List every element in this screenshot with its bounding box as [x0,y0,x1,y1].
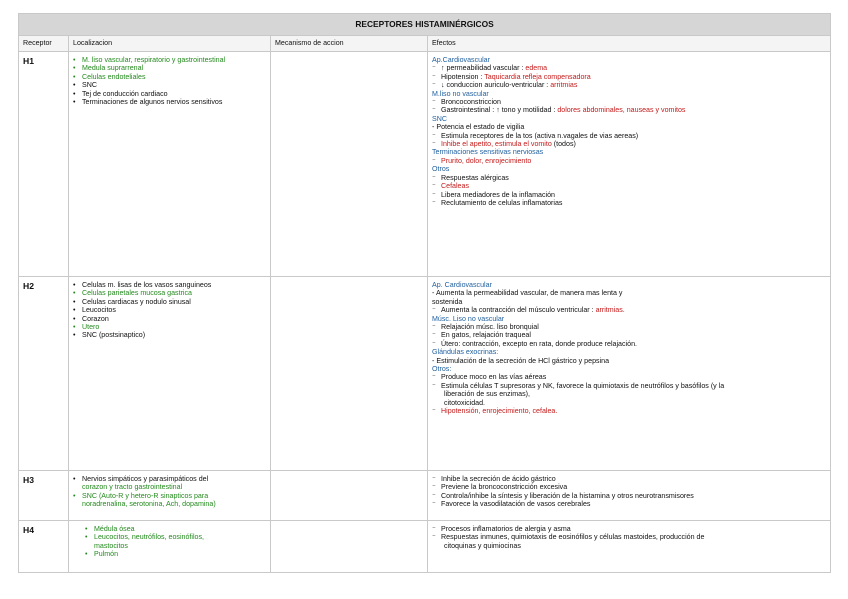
efectos-text: Hipotension : [441,72,485,81]
dash-bullet-icon: ⁻ [432,483,436,492]
efectos-item [432,182,826,190]
dash-bullet-icon: ⁻ [432,140,436,149]
localizacion-item [73,81,266,89]
bullet-icon: • [73,98,76,107]
localizacion-item [73,73,266,81]
localizacion-text: Tej de conducción cardiaco [82,89,168,98]
efectos-text: Relajación músc. liso bronquial [441,323,539,332]
efectos-text: Aumenta la contracción del músculo ventricular : [441,306,596,315]
localizacion-text: Celulas endoteliales [82,72,146,81]
bullet-icon: • [73,56,76,64]
localizacion-item [73,56,266,64]
efectos-text: Controla/inhibe la síntesis y liberación de la histamina y otros neurotransmisores [441,491,694,500]
efectos-text: sostenida [432,297,463,306]
localizacion-item [73,315,266,323]
efectos-item [432,157,826,165]
localizacion-cell [69,52,271,277]
header-receptor: Receptor [19,36,69,52]
localizacion-cell [69,521,271,573]
dash-bullet-icon: ⁻ [432,106,436,115]
localizacion-item [73,331,266,339]
localizacion-text: Medula suprarrenal [82,64,144,73]
dash-bullet-icon: ⁻ [432,198,436,207]
localizacion-item [73,281,266,289]
efectos-item [432,492,826,500]
bullet-icon: • [73,297,76,306]
efectos-text: edema [525,64,548,73]
localizacion-item [73,550,266,558]
localizacion-item [73,306,266,314]
efectos-text: - Potencia el estado de vigilia [432,123,525,132]
efectos-text: (todos) [551,140,576,149]
dash-bullet-icon: ⁻ [432,306,436,315]
header-localizacion: Localizacion [69,36,271,52]
efectos-item [432,174,826,182]
bullet-icon: • [85,550,88,559]
efectos-section-heading: Terminaciones sensitivas nerviosas [432,148,544,157]
localizacion-cell [69,277,271,471]
receptors-table [18,13,831,573]
localizacion-item [73,500,266,508]
dash-bullet-icon: ⁻ [432,64,436,73]
localizacion-text: Terminaciones de algunos nervios sensitivos [82,98,223,107]
efectos-item [432,81,826,89]
mecanismo-cell [271,521,428,573]
efectos-text: Favorece la vasodilatación de vasos cerebrales [441,500,591,509]
efectos-text: liberación de sus enzimas), [444,390,530,399]
efectos-item [432,289,826,297]
efectos-item [432,191,826,199]
efectos-item [432,306,826,314]
receptor-cell: H4 [19,521,69,573]
efectos-text: Procesos inflamatorios de alergia y asma [441,525,571,533]
efectos-item [432,132,826,140]
efectos-item [432,140,826,148]
localizacion-text: mastocitos [94,541,128,550]
efectos-item [432,340,826,348]
table-title: RECEPTORES HISTAMINÉRGICOS [19,14,831,36]
dash-bullet-icon: ⁻ [432,81,436,90]
efectos-section-heading: Músc. Liso no vascular [432,314,505,323]
efectos-text: Inhibe la secreción de ácido gástrico [441,475,556,483]
efectos-item [432,407,826,415]
efectos-item [432,331,826,339]
localizacion-item [73,90,266,98]
efectos-text: Gastrointestinal : ↑ tono y motilidad : [441,106,558,115]
localizacion-text: noradrenalina, serotonina, Ach, dopamina) [82,500,216,509]
dash-bullet-icon: ⁻ [432,525,436,533]
bullet-icon: • [73,289,76,298]
efectos-section-heading: Ap.Cardiovascular [432,56,490,64]
localizacion-cell [69,471,271,521]
efectos-text: citoquinas y quimiocinas [444,541,521,550]
efectos-section-heading: Otros: [432,365,452,374]
efectos-item [432,382,826,390]
bullet-icon: • [73,81,76,90]
dash-bullet-icon: ⁻ [432,491,436,500]
dash-bullet-icon: ⁻ [432,339,436,348]
localizacion-text: SNC [82,81,97,90]
efectos-text: arritmias. [595,306,625,315]
localizacion-item [73,533,266,541]
efectos-text: Estimula células T supresoras y NK, favorece la quimiotaxis de neutrófilos y basófilos (y la [441,381,725,390]
efectos-text: arritmias [550,81,578,90]
efectos-item [432,525,826,533]
localizacion-text: Médula ósea [94,525,135,533]
bullet-icon: • [85,525,88,533]
localizacion-text: Leucocitos [82,306,116,315]
efectos-text: Estimula receptores de la tos (activa n.vagales de vias aereas) [441,131,639,140]
bullet-icon: • [73,323,76,332]
efectos-item [432,357,826,365]
table-row [19,521,831,573]
efectos-text: - Estimulación de la secreción de HCl gástrico y pepsina [432,356,610,365]
bullet-icon: • [73,491,76,500]
table-row [19,52,831,277]
localizacion-text: SNC (Auto-R y hetero-R sinapticos para [82,491,209,500]
localizacion-item [73,298,266,306]
localizacion-text: SNC (postsinaptico) [82,331,146,340]
efectos-item [432,542,826,550]
efectos-cell [428,471,831,521]
dash-bullet-icon: ⁻ [432,190,436,199]
efectos-text: - Aumenta la permeabilidad vascular, de manera mas lenta y [432,289,623,298]
efectos-item [432,64,826,72]
localizacion-item [73,542,266,550]
efectos-item [432,475,826,483]
efectos-section-heading: Otros [432,165,450,174]
header-row [19,36,831,52]
bullet-icon: • [73,72,76,81]
mecanismo-cell [271,277,428,471]
bullet-icon: • [73,306,76,315]
dash-bullet-icon: ⁻ [432,475,436,483]
efectos-item [432,98,826,106]
localizacion-text: Corazon [82,314,109,323]
dash-bullet-icon: ⁻ [432,500,436,509]
localizacion-text: corazon y tracto gastrointestinal [82,483,183,492]
efectos-text: Respuestas alérgicas [441,173,509,182]
bullet-icon: • [73,475,76,483]
dash-bullet-icon: ⁻ [432,381,436,390]
efectos-text: ↑ permeabilidad vascular : [441,64,526,73]
mecanismo-cell [271,471,428,521]
efectos-text: dolores abdominales, nauseas y vomitos [557,106,686,115]
efectos-cell [428,277,831,471]
efectos-text: Broncoconstriccion [441,98,501,107]
dash-bullet-icon: ⁻ [432,331,436,340]
localizacion-item [73,492,266,500]
localizacion-text: Celulas parietales mucosa gastrica [82,289,193,298]
localizacion-text: Utero [82,323,100,332]
dash-bullet-icon: ⁻ [432,182,436,191]
receptor-cell: H1 [19,52,69,277]
localizacion-item [73,483,266,491]
efectos-text: En gatos, relajación traqueal [441,331,531,340]
bullet-icon: • [73,281,76,289]
efectos-text: Libera mediadores de la inflamación [441,190,555,199]
bullet-icon: • [85,533,88,542]
efectos-item [432,106,826,114]
efectos-text: citotoxicidad. [444,398,486,407]
localizacion-item [73,475,266,483]
localizacion-text: Celulas m. lisas de los vasos sanguineos [82,281,212,289]
table-row [19,471,831,521]
bullet-icon: • [73,89,76,98]
dash-bullet-icon: ⁻ [432,323,436,332]
efectos-text: Respuestas inmunes, quimiotaxis de eosinófilos y células mastoides, producción de [441,533,705,542]
efectos-text: ↓ conduccion auriculo-ventricular : [441,81,551,90]
receptor-cell: H2 [19,277,69,471]
efectos-text: Prurito, dolor, enrojecimiento [441,156,532,165]
localizacion-text: Leucocitos, neutrófilos, eosinófilos, [94,533,205,542]
efectos-item [432,323,826,331]
localizacion-text: Nervios simpáticos y parasimpáticos del [82,475,209,483]
efectos-section-heading: Glándulas exocrinas: [432,348,499,357]
efectos-item [432,500,826,508]
efectos-cell [428,521,831,573]
localizacion-item [73,525,266,533]
efectos-text: Taquicardia refleja compensadora [484,72,591,81]
dash-bullet-icon: ⁻ [432,131,436,140]
localizacion-item [73,323,266,331]
header-mecanismo: Mecanismo de accion [271,36,428,52]
dash-bullet-icon: ⁻ [432,72,436,81]
dash-bullet-icon: ⁻ [432,173,436,182]
bullet-icon: • [73,331,76,340]
header-efectos: Efectos [428,36,831,52]
localizacion-text: M. liso vascular, respiratorio y gastrointestinal [82,56,226,64]
localizacion-item [73,64,266,72]
efectos-text: Produce moco en las vías aéreas [441,373,547,382]
efectos-item [432,373,826,381]
localizacion-text: Celulas cardiacas y nodulo sinusal [82,297,191,306]
dash-bullet-icon: ⁻ [432,533,436,542]
efectos-section-heading: SNC [432,114,447,123]
efectos-text: Útero: contracción, excepto en rata, donde produce relajación. [441,339,637,348]
mecanismo-cell [271,52,428,277]
efectos-item [432,533,826,541]
efectos-item [432,483,826,491]
dash-bullet-icon: ⁻ [432,156,436,165]
efectos-cell [428,52,831,277]
efectos-text: Reclutamiento de celulas inflamatorias [441,198,563,207]
receptor-cell: H3 [19,471,69,521]
dash-bullet-icon: ⁻ [432,98,436,107]
efectos-item [432,390,826,398]
efectos-item [432,298,826,306]
dash-bullet-icon: ⁻ [432,407,436,416]
localizacion-item [73,289,266,297]
efectos-text: Previene la broncoconstricción excesiva [441,483,568,492]
efectos-item [432,73,826,81]
efectos-item [432,123,826,131]
dash-bullet-icon: ⁻ [432,373,436,382]
efectos-section-heading: Ap. Cardiovascular [432,281,492,289]
efectos-item [432,399,826,407]
table-row [19,277,831,471]
efectos-text: Cefaleas [441,182,469,191]
localizacion-text: Pulmón [94,550,119,559]
efectos-text: Inhibe el apetito, estimula el vomito [441,140,552,149]
bullet-icon: • [73,314,76,323]
efectos-item [432,199,826,207]
efectos-section-heading: M.liso no vascular [432,89,489,98]
efectos-text: Hipotensión, enrojecimiento, cefalea. [441,407,558,416]
bullet-icon: • [73,64,76,73]
localizacion-item [73,98,266,106]
